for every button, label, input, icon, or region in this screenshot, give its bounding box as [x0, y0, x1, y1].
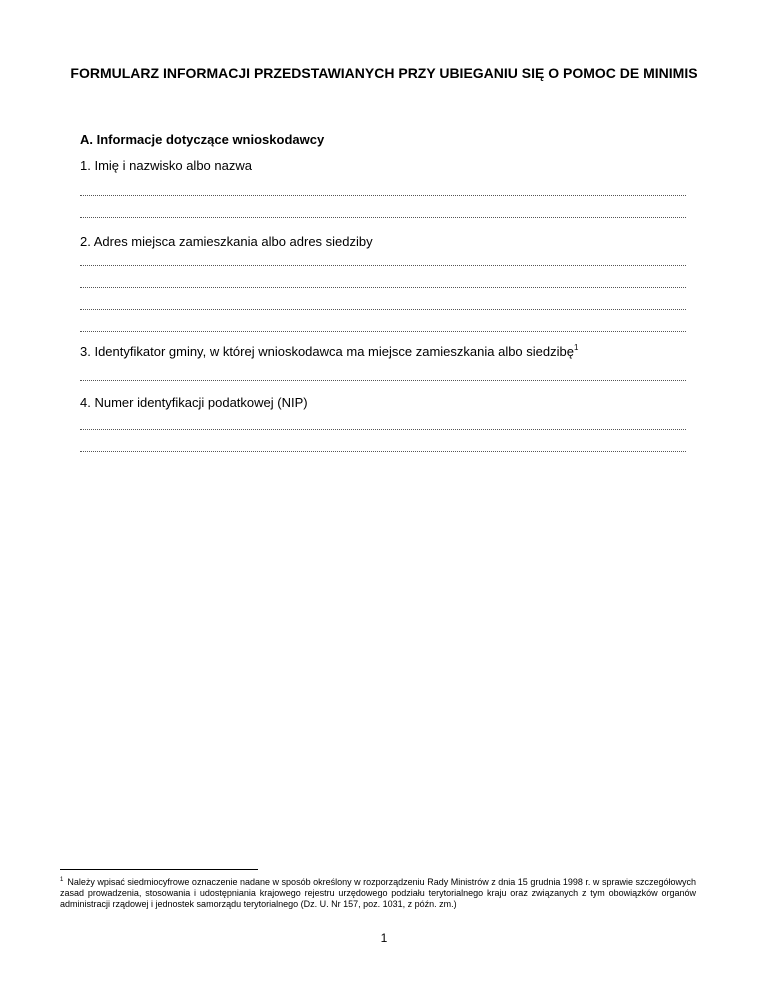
footnote-ref: 1: [573, 343, 579, 352]
field-nip-label: 4. Numer identyfikacji podatkowej (NIP): [80, 395, 308, 410]
section-a-heading: A. Informacje dotyczące wnioskodawcy: [80, 132, 325, 147]
footnote-text: Należy wpisać siedmiocyfrowe oznaczenie nadane w sposób określony w rozporządzeniu Rady Ministrów z dnia 15 grudnia 1998 r. w sprawie szczegółowych zasad prowadzenia, stosowania i udostępniania krajowego rejestru urzędowego podziału terytorialnego kraju oraz związanych z tym obowiązków organów administracji rządowej i jednostek samorządu terytorialnego (Dz. U. Nr 157, poz. 1031, z późn. zm.): [60, 877, 696, 909]
form-title: FORMULARZ INFORMACJI PRZEDSTAWIANYCH PRZY UBIEGANIU SIĘ O POMOC DE MINIMIS: [70, 65, 698, 81]
name-fill-line-2[interactable]: [80, 217, 686, 218]
address-fill-line-4[interactable]: [80, 331, 686, 332]
commune-id-fill-line[interactable]: [80, 380, 686, 381]
nip-fill-line-1[interactable]: [80, 429, 686, 430]
footnote: [60, 877, 696, 910]
address-fill-line-3[interactable]: [80, 309, 686, 310]
nip-fill-line-2[interactable]: [80, 451, 686, 452]
field-commune-id-label: [80, 344, 578, 359]
page-number: 1: [380, 931, 388, 945]
field-commune-id-text: 3. Identyfikator gminy, w której wnioskodawca ma miejsce zamieszkania albo siedzibę: [80, 344, 574, 359]
field-address-label: 2. Adres miejsca zamieszkania albo adres siedziby: [80, 234, 373, 249]
footnote-number: 1: [60, 877, 64, 883]
name-fill-line-1[interactable]: [80, 195, 686, 196]
address-fill-line-2[interactable]: [80, 287, 686, 288]
address-fill-line-1[interactable]: [80, 265, 686, 266]
field-name-label: 1. Imię i nazwisko albo nazwa: [80, 158, 252, 173]
footnote-separator: [60, 869, 258, 870]
